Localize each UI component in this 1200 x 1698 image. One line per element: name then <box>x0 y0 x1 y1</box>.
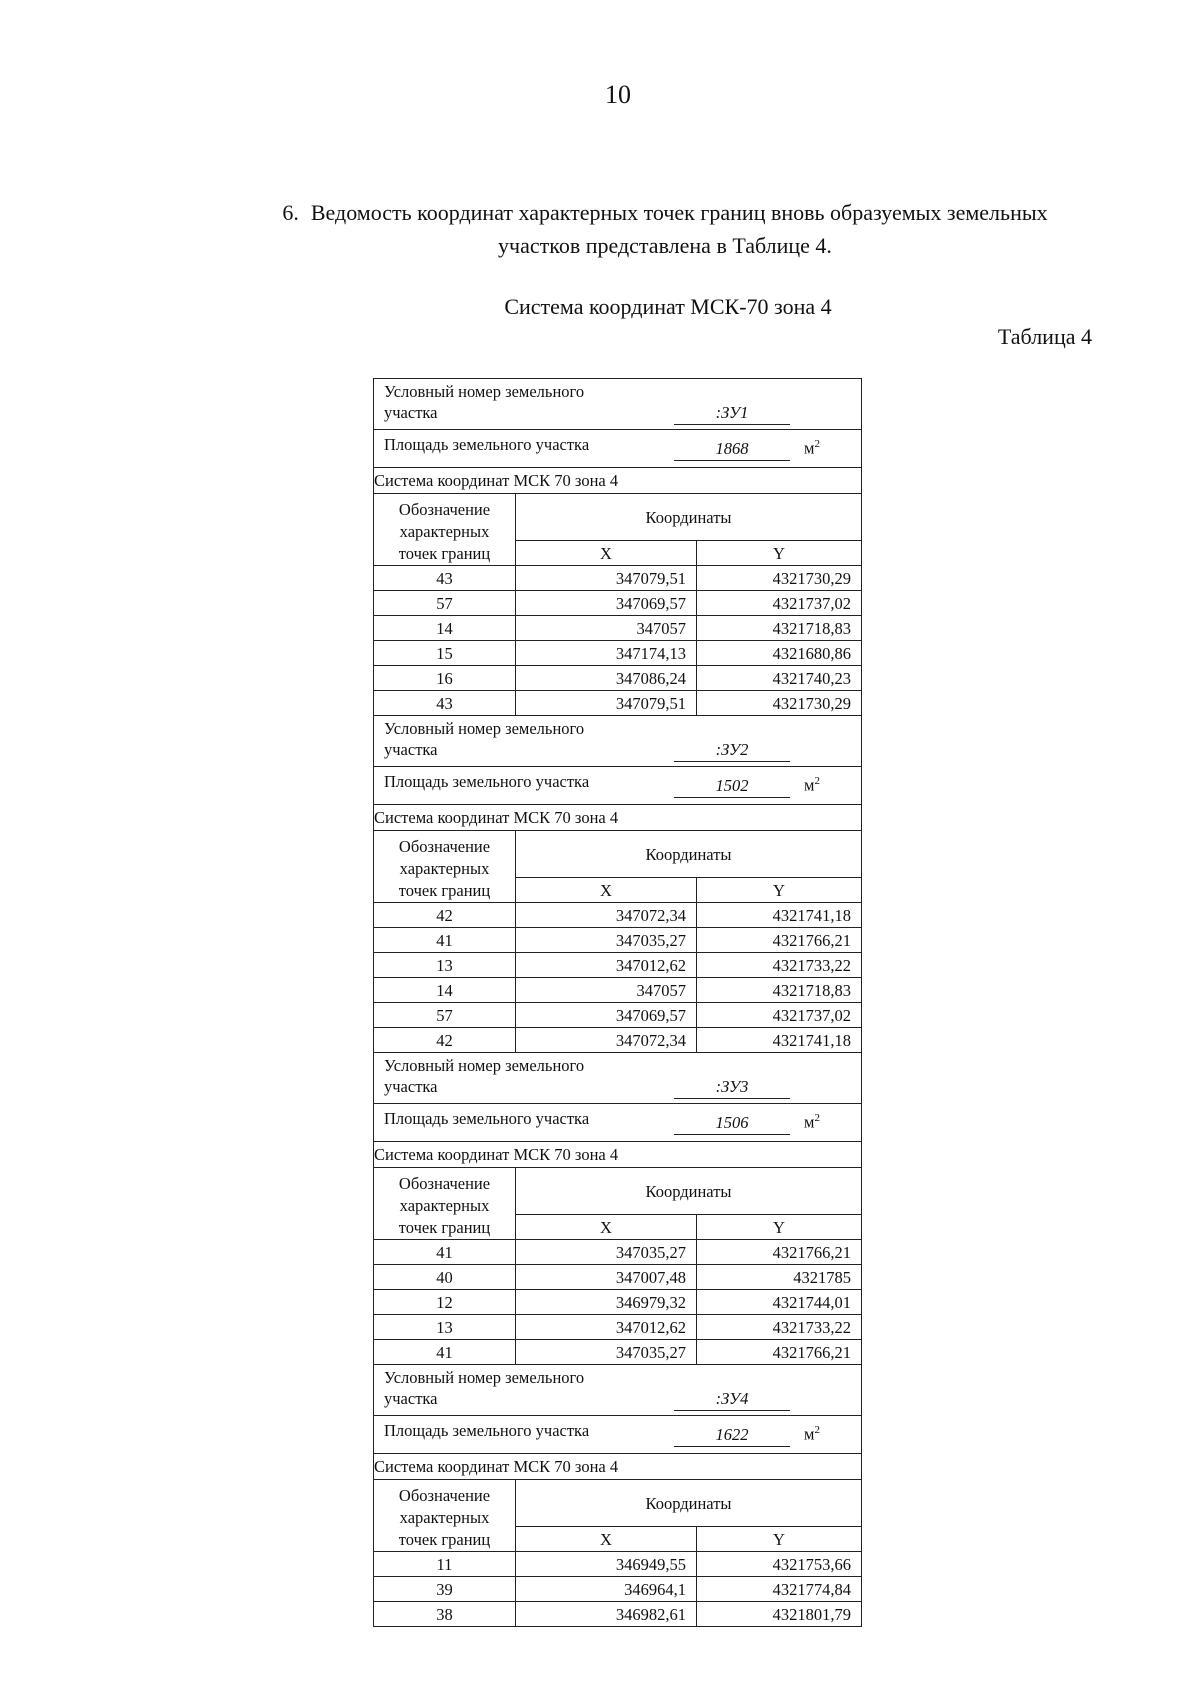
point-number-cell: 43 <box>374 691 516 716</box>
table-label: Таблица 4 <box>997 324 1092 349</box>
section-heading <box>230 196 1100 262</box>
point-number-cell: 11 <box>374 1552 516 1577</box>
parcel-number-row <box>374 1053 862 1104</box>
parcel-area-label: Площадь земельного участка <box>384 1109 590 1128</box>
point-number-cell: 39 <box>374 1577 516 1602</box>
y-coordinate-cell: 4321774,84 <box>697 1577 862 1602</box>
parcel-area-row <box>374 1104 862 1142</box>
point-number-cell: 42 <box>374 1028 516 1053</box>
y-coordinate-cell: 4321740,23 <box>697 666 862 691</box>
y-column-header: Y <box>697 1527 862 1552</box>
point-number-cell: 13 <box>374 1315 516 1340</box>
x-coordinate-cell: 347072,34 <box>516 903 697 928</box>
parcel-area-value: 1506 <box>674 1112 790 1135</box>
x-coordinate-cell: 347086,24 <box>516 666 697 691</box>
table-row <box>374 666 862 691</box>
y-column-header: Y <box>697 541 862 566</box>
point-number-cell: 43 <box>374 566 516 591</box>
area-unit: $м^2$ <box>804 1424 820 1444</box>
x-coordinate-cell: 347079,51 <box>516 566 697 591</box>
area-unit: $м^2$ <box>804 1112 820 1132</box>
table-row <box>374 566 862 591</box>
y-coordinate-cell: 4321801,79 <box>697 1602 862 1627</box>
coordinate-system-row <box>374 1142 862 1168</box>
parcel-number-label: Условный номер земельного участка <box>384 382 585 422</box>
point-number-cell: 41 <box>374 928 516 953</box>
y-coordinate-cell: 4321718,83 <box>697 616 862 641</box>
y-coordinate-cell: 4321766,21 <box>697 1240 862 1265</box>
parcel-number-row <box>374 379 862 430</box>
y-coordinate-cell: 4321733,22 <box>697 1315 862 1340</box>
parcel-number-value: :ЗУ1 <box>674 402 790 425</box>
y-column-header: Y <box>697 878 862 903</box>
y-coordinate-cell: 4321753,66 <box>697 1552 862 1577</box>
point-column-header: Обозначение характерных точек границ <box>374 1480 516 1552</box>
x-coordinate-cell: 347012,62 <box>516 953 697 978</box>
point-number-cell: 16 <box>374 666 516 691</box>
point-number-cell: 41 <box>374 1240 516 1265</box>
y-coordinate-cell: 4321733,22 <box>697 953 862 978</box>
coordinate-system-row <box>374 1454 862 1480</box>
parcel-number-row <box>374 716 862 767</box>
table-row <box>374 928 862 953</box>
table-row <box>374 1028 862 1053</box>
table-header-row <box>374 1168 862 1215</box>
coordinates-header: Координаты <box>516 831 862 878</box>
y-coordinate-cell: 4321785 <box>697 1265 862 1290</box>
y-coordinate-cell: 4321730,29 <box>697 566 862 591</box>
parcel-area-row <box>374 1416 862 1454</box>
x-coordinate-cell: 347174,13 <box>516 641 697 666</box>
table-row <box>374 1315 862 1340</box>
table-row <box>374 1577 862 1602</box>
point-column-header: Обозначение характерных точек границ <box>374 831 516 903</box>
y-coordinate-cell: 4321680,86 <box>697 641 862 666</box>
table-header-row <box>374 831 862 878</box>
section-number: 6. <box>282 200 299 225</box>
coordinates-header: Координаты <box>516 494 862 541</box>
coordinate-system-row <box>374 805 862 831</box>
table-row <box>374 1290 862 1315</box>
parcel-area-value: 1502 <box>674 775 790 798</box>
x-coordinate-cell: 347069,57 <box>516 591 697 616</box>
coordinate-system-label: Система координат МСК 70 зона 4 <box>374 1142 862 1168</box>
x-coordinate-cell: 347035,27 <box>516 1240 697 1265</box>
coordinate-system-row <box>374 468 862 494</box>
parcel-number-value: :ЗУ3 <box>674 1076 790 1099</box>
point-number-cell: 12 <box>374 1290 516 1315</box>
point-number-cell: 41 <box>374 1340 516 1365</box>
table-row <box>374 641 862 666</box>
parcel-number-label: Условный номер земельного участка <box>384 1368 585 1408</box>
area-unit: $м^2$ <box>804 438 820 458</box>
x-coordinate-cell: 346979,32 <box>516 1290 697 1315</box>
parcel-number-value: :ЗУ2 <box>674 739 790 762</box>
point-number-cell: 14 <box>374 978 516 1003</box>
y-coordinate-cell: 4321718,83 <box>697 978 862 1003</box>
parcel-number-value: :ЗУ4 <box>674 1388 790 1411</box>
table-row <box>374 616 862 641</box>
parcel-area-row <box>374 767 862 805</box>
x-coordinate-cell: 347069,57 <box>516 1003 697 1028</box>
table-row <box>374 978 862 1003</box>
table-row <box>374 953 862 978</box>
point-number-cell: 14 <box>374 616 516 641</box>
coordinates-table <box>373 378 862 1627</box>
coordinate-system-label: Система координат МСК 70 зона 4 <box>374 1454 862 1480</box>
area-unit: $м^2$ <box>804 775 820 795</box>
table-row <box>374 1003 862 1028</box>
parcel-area-value: 1622 <box>674 1424 790 1447</box>
x-column-header: X <box>516 1215 697 1240</box>
x-column-header: X <box>516 1527 697 1552</box>
y-coordinate-cell: 4321730,29 <box>697 691 862 716</box>
y-coordinate-cell: 4321744,01 <box>697 1290 862 1315</box>
table-row <box>374 1602 862 1627</box>
parcel-area-value: 1868 <box>674 438 790 461</box>
table-row <box>374 691 862 716</box>
point-number-cell: 13 <box>374 953 516 978</box>
parcel-number-label: Условный номер земельного участка <box>384 1056 585 1096</box>
x-coordinate-cell: 347035,27 <box>516 928 697 953</box>
x-coordinate-cell: 347072,34 <box>516 1028 697 1053</box>
coordinate-system-subtitle: Система координат МСК-70 зона 4 <box>504 294 832 319</box>
x-coordinate-cell: 347057 <box>516 616 697 641</box>
x-column-header: X <box>516 541 697 566</box>
x-coordinate-cell: 347035,27 <box>516 1340 697 1365</box>
x-column-header: X <box>516 878 697 903</box>
x-coordinate-cell: 347079,51 <box>516 691 697 716</box>
table-row <box>374 1340 862 1365</box>
x-coordinate-cell: 347007,48 <box>516 1265 697 1290</box>
y-column-header: Y <box>697 1215 862 1240</box>
coordinates-header: Координаты <box>516 1168 862 1215</box>
x-coordinate-cell: 347057 <box>516 978 697 1003</box>
point-number-cell: 38 <box>374 1602 516 1627</box>
y-coordinate-cell: 4321737,02 <box>697 591 862 616</box>
parcel-area-label: Площадь земельного участка <box>384 435 590 454</box>
y-coordinate-cell: 4321741,18 <box>697 1028 862 1053</box>
point-number-cell: 57 <box>374 591 516 616</box>
point-number-cell: 42 <box>374 903 516 928</box>
point-number-cell: 57 <box>374 1003 516 1028</box>
y-coordinate-cell: 4321766,21 <box>697 1340 862 1365</box>
coordinate-system-label: Система координат МСК 70 зона 4 <box>374 805 862 831</box>
parcel-number-row <box>374 1365 862 1416</box>
x-coordinate-cell: 347012,62 <box>516 1315 697 1340</box>
section-heading-line2: участков представлена в Таблице 4. <box>498 233 832 258</box>
coordinate-system-label: Система координат МСК 70 зона 4 <box>374 468 862 494</box>
table-row <box>374 1240 862 1265</box>
x-coordinate-cell: 346982,61 <box>516 1602 697 1627</box>
point-number-cell: 40 <box>374 1265 516 1290</box>
table-row <box>374 1552 862 1577</box>
table-row <box>374 591 862 616</box>
coordinates-header: Координаты <box>516 1480 862 1527</box>
x-coordinate-cell: 346964,1 <box>516 1577 697 1602</box>
table-row <box>374 903 862 928</box>
table-header-row <box>374 494 862 541</box>
table-header-row <box>374 1480 862 1527</box>
table-row <box>374 1265 862 1290</box>
parcel-area-row <box>374 430 862 468</box>
y-coordinate-cell: 4321766,21 <box>697 928 862 953</box>
parcel-area-label: Площадь земельного участка <box>384 772 590 791</box>
point-column-header: Обозначение характерных точек границ <box>374 1168 516 1240</box>
point-number-cell: 15 <box>374 641 516 666</box>
y-coordinate-cell: 4321737,02 <box>697 1003 862 1028</box>
parcel-number-label: Условный номер земельного участка <box>384 719 585 759</box>
point-column-header: Обозначение характерных точек границ <box>374 494 516 566</box>
page-number: 10 <box>605 80 631 109</box>
section-heading-line1: Ведомость координат характерных точек границ вновь образуемых земельных <box>310 200 1048 225</box>
parcel-area-label: Площадь земельного участка <box>384 1421 590 1440</box>
x-coordinate-cell: 346949,55 <box>516 1552 697 1577</box>
y-coordinate-cell: 4321741,18 <box>697 903 862 928</box>
